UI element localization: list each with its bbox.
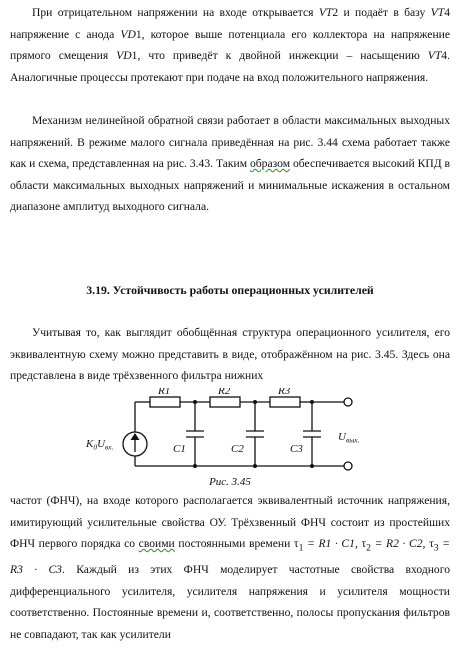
resistor-r2 <box>210 397 240 407</box>
resistor-r3 <box>270 397 300 407</box>
label-c1: C1 <box>173 443 186 455</box>
text-run: , что приведёт к двойной инжекции – насыщению <box>137 49 428 63</box>
output-terminal-bottom <box>344 462 352 470</box>
paragraph-1 <box>10 2 450 88</box>
formula-subscript: 1 <box>298 542 304 554</box>
text-run: . Аналогичные процессы протекают при подаче на вход положительного напряжения. <box>10 49 450 84</box>
text-run: постоянными времени <box>174 537 294 551</box>
label-c2: C2 <box>231 443 244 455</box>
formula-expression: = R2 · C2, <box>370 537 430 551</box>
text-run: и подаёт в базу <box>338 6 431 19</box>
text-run: напряжение с анода <box>10 27 121 41</box>
text-run: . Каждый из этих ФНЧ моделирует частотные свойства входного дифференциального усилителя, усилителя напряжения и усилителя мощности соответственно. Постоянные времени и, соответственно, полосы пропускания фильтров не совпадают, так как усилители <box>10 563 450 641</box>
symbol-index: 4 <box>444 6 450 19</box>
symbol-index: 1 <box>135 27 142 41</box>
symbol-vt: VT <box>427 49 442 63</box>
formula-symbol: τ <box>293 537 299 551</box>
label-c3: C3 <box>290 443 303 455</box>
spellcheck-flagged-word: образом <box>249 157 291 171</box>
symbol-vt: VT <box>318 6 333 19</box>
symbol-index: 1 <box>131 49 138 63</box>
label-output: $U_{вых.}$ <box>338 431 360 445</box>
figure-caption: Рис. 3.45 <box>209 476 251 488</box>
symbol-vd: VD <box>120 27 136 41</box>
symbol-index: 2 <box>332 6 339 19</box>
formula-subscript: 2 <box>366 542 371 554</box>
label-r1: R1 <box>158 388 171 397</box>
label-r3: R3 <box>278 388 291 397</box>
formula-symbol: τ <box>429 537 434 551</box>
formula-symbol: τ <box>361 537 367 551</box>
paragraph-3 <box>10 322 450 387</box>
spellcheck-flagged-word: своими <box>138 537 175 551</box>
text-run: частот (ФНЧ), на входе которого располагается эквивалентный источник напряжения, имитирующий усилительные свойства ОУ. Трёхзвенный ФНЧ состоит из простейших ФНЧ первого порядка со <box>10 494 450 551</box>
formula-subscript: 3 <box>433 542 439 554</box>
output-terminal-top <box>344 398 352 406</box>
resistor-r1 <box>150 397 180 407</box>
text-run: Учитывая то, как выглядит обобщённая структура операционного усилителя, его эквивалентную схему можно представить в виде, отображённом на рис. 3.45. Здесь она представлена в виде трёхзвенного фильтра нижних <box>10 326 450 383</box>
formula-expression: = R1 · C1, <box>303 537 362 551</box>
label-r2: R2 <box>218 388 231 397</box>
symbol-vt: VT <box>430 6 445 19</box>
symbol-vd: VD <box>116 49 132 63</box>
formula-expression: = R3 · C3 <box>10 537 450 577</box>
text-run: При отрицательном напряжении на входе открывается <box>32 6 319 19</box>
section-heading: 3.19. Устойчивость работы операционных усилителей <box>86 283 374 297</box>
paragraph-2 <box>10 110 450 218</box>
text-run: , которое выше потенциала его коллектора на напряжение прямого смещения <box>10 27 450 63</box>
circuit-figure <box>0 388 460 476</box>
text-run: Механизм нелинейной обратной связи работает в области максимальных выходных напряжений. В режиме малого сигнала приведённая на рис. 3.44 схема работает также как и схема, представленная на рис. 3.43. Таким <box>10 114 450 171</box>
text-run: обеспечивается высокий КПД в области максимальных выходных напряжений и минимальные искажения в остальном диапазоне амплитуд выходного сигнала. <box>10 157 450 214</box>
label-source: $K_0U_{вх.}$ <box>86 438 114 452</box>
paragraph-4 <box>10 490 450 645</box>
symbol-index: 4 <box>441 49 448 63</box>
